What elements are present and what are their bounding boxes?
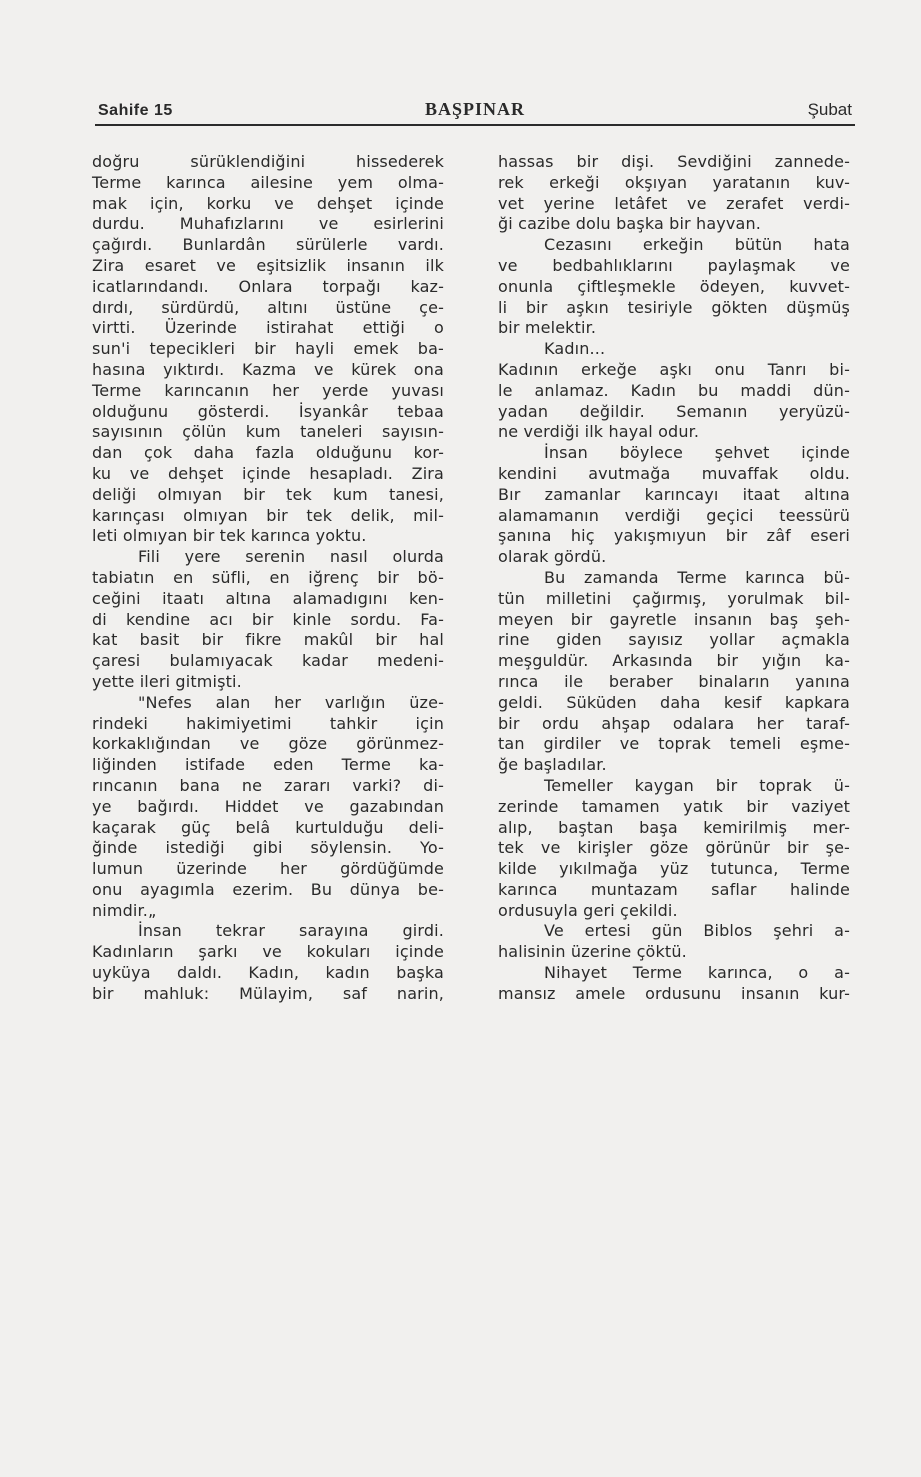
- text-line: deliği olmıyan bir tek kum tanesi,: [92, 484, 444, 504]
- text-line: meyen bir gayretle insanın baş şeh-: [498, 609, 850, 629]
- text-line: di kendine acı bir kinle sordu. Fa-: [92, 609, 444, 629]
- text-line: olarak gördü.: [498, 547, 607, 567]
- text-line: bir ordu ahşap odalara her taraf-: [498, 713, 850, 733]
- text-line: İnsan böylece şehvet içinde: [544, 443, 850, 463]
- text-line: rindeki hakimiyetimi tahkir için: [92, 713, 444, 733]
- text-line: durdu. Muhafızlarını ve esirlerini: [92, 214, 444, 234]
- text-line: le anlamaz. Kadın bu maddi dün-: [498, 380, 850, 400]
- text-line: Bu zamanda Terme karınca bü-: [544, 567, 850, 587]
- text-line: bir melektir.: [498, 318, 597, 338]
- text-line: virtti. Üzerinde istirahat ettiği o: [92, 318, 444, 338]
- text-line: hasına yıktırdı. Kazma ve kürek ona: [92, 359, 444, 379]
- text-line: çaresi bulamıyacak kadar medeni-: [92, 651, 444, 671]
- text-line: kat basit bir fikre makûl bir hal: [92, 630, 444, 650]
- text-line: Bır zamanlar karıncayı itaat altına: [498, 484, 850, 504]
- text-line: halisinin üzerine çöktü.: [498, 942, 687, 962]
- magazine-title: BAŞPINAR: [424, 99, 525, 119]
- text-line: alamamanın verdiği geçici teessürü: [498, 505, 850, 525]
- text-line: geldi. Süküden daha kesif kapkara: [498, 692, 850, 712]
- text-line: Temeller kaygan bir toprak ü-: [544, 775, 850, 795]
- text-line: bir mahluk: Mülayim, saf narin,: [92, 983, 444, 1003]
- text-line: dırdı, sürdürdü, altını üstüne çe-: [92, 297, 444, 317]
- text-line: dan çok daha fazla olduğunu kor-: [92, 443, 444, 463]
- text-line: şanına hiç yakışmıyun bir zâf eseri: [498, 526, 850, 546]
- text-line: ğinde istediği gibi söylensin. Yo-: [92, 838, 444, 858]
- text-line: tabiatın en süfli, en iğrenç bir bö-: [92, 567, 444, 587]
- text-line: meşguldür. Arkasında bir yığın ka-: [498, 651, 850, 671]
- text-line: Terme karıncanın her yerde yuvası: [92, 380, 444, 400]
- text-line: ku ve dehşet içinde hesapladı. Zira: [92, 463, 444, 483]
- page-header: [95, 96, 855, 126]
- text-line: ordusuyla geri çekildi.: [498, 900, 678, 920]
- text-line: karınca muntazam saflar halinde: [498, 879, 850, 899]
- text-line: ye bağırdı. Hiddet ve gazabından: [92, 796, 444, 816]
- text-line: doğru sürüklendiğini hissederek: [92, 152, 444, 171]
- issue-month: Şubat: [807, 100, 852, 119]
- text-line: karınçası olmıyan bir tek delik, mil-: [92, 505, 444, 525]
- text-line: kaçarak güç belâ kurtulduğu deli-: [92, 817, 444, 837]
- text-line: rınca ile beraber binaların yanına: [498, 671, 850, 691]
- text-line: rıncanın bana ne zararı varki? di-: [92, 775, 444, 795]
- text-line: ne verdiği ilk hayal odur.: [498, 422, 700, 442]
- text-line: Kadın...: [544, 339, 606, 359]
- text-line: olduğunu gösterdi. İsyankâr tebaa: [92, 401, 444, 421]
- text-line: ve bedbahlıklarını paylaşmak ve: [498, 255, 850, 275]
- text-line: nimdir.„: [92, 900, 157, 920]
- text-line: li bir aşkın tesiriyle gökten düşmüş: [498, 297, 850, 317]
- text-line: Zira esaret ve eşitsizlik insanın ilk: [92, 255, 444, 275]
- text-line: Kadının erkeğe aşkı onu Tanrı bi-: [498, 359, 850, 379]
- text-line: Kadınların şarkı ve kokuları içinde: [92, 942, 444, 962]
- text-line: mansız amele ordusunu insanın kur-: [498, 983, 850, 1003]
- text-line: sun'i tepecikleri bir hayli emek ba-: [92, 339, 444, 359]
- text-line: onunla çiftleşmekle ödeyen, kuvvet-: [498, 276, 850, 296]
- text-line: onu ayagımla ezerim. Bu dünya be-: [92, 879, 444, 899]
- text-line: Terme karınca ailesine yem olma-: [92, 172, 444, 192]
- text-line: ği cazibe dolu başka bir hayvan.: [498, 214, 761, 234]
- text-line: hassas bir dişi. Sevdiğini zannede-: [498, 152, 850, 171]
- left-text-column: [92, 152, 444, 1005]
- text-line: yadan değildir. Semanın yeryüzü-: [498, 401, 850, 421]
- text-line: Ve ertesi gün Biblos şehri a-: [544, 921, 850, 941]
- text-line: ğe başladılar.: [498, 755, 607, 775]
- text-line: çağırdı. Bunlardân sürülerle vardı.: [92, 235, 444, 255]
- text-line: zerinde tamamen yatık bir vaziyet: [498, 796, 850, 816]
- text-line: yette ileri gitmişti.: [92, 671, 242, 691]
- text-line: Cezasını erkeğin bütün hata: [544, 235, 850, 255]
- text-line: alıp, baştan başa kemirilmiş mer-: [498, 817, 850, 837]
- text-line: leti olmıyan bir tek karınca yoktu.: [92, 526, 367, 546]
- text-line: "Nefes alan her varlığın üze-: [138, 692, 444, 712]
- text-line: kendini avutmağa muvaffak oldu.: [498, 463, 850, 483]
- text-line: sayısının çölün kum taneleri sayısın-: [92, 422, 444, 442]
- text-line: kilde yıkılmağa yüz tutunca, Terme: [498, 859, 850, 879]
- text-line: rek erkeği okşıyan yaratanın kuv-: [498, 172, 850, 192]
- text-line: lumun üzerinde her gördüğümde: [92, 859, 444, 879]
- text-line: tün milletini çağırmış, yorulmak bil-: [498, 588, 850, 608]
- text-line: vet yerine letâfet ve zerafet verdi-: [498, 193, 850, 213]
- text-line: uyküya daldı. Kadın, kadın başka: [92, 963, 444, 983]
- text-line: tan girdiler ve toprak temeli eşme-: [498, 734, 850, 754]
- page-number: Sahife 15: [98, 102, 173, 119]
- text-line: korkaklığından ve göze görünmez-: [92, 734, 444, 754]
- text-line: tek ve kirişler göze görünür bir şe-: [498, 838, 850, 858]
- text-line: icatlarındandı. Onlara torpağı kaz-: [92, 276, 444, 296]
- text-line: Fili yere serenin nasıl olurda: [138, 547, 444, 567]
- text-line: mak için, korku ve dehşet içinde: [92, 193, 444, 213]
- text-line: İnsan tekrar sarayına girdi.: [138, 921, 444, 941]
- text-line: ceğini itaatı altına alamadıgını ken-: [92, 588, 444, 608]
- text-line: Nihayet Terme karınca, o a-: [544, 963, 850, 983]
- text-line: liğinden istifade eden Terme ka-: [92, 755, 444, 775]
- text-line: rine giden sayısız yollar açmakla: [498, 630, 850, 650]
- right-text-column: [498, 152, 850, 1005]
